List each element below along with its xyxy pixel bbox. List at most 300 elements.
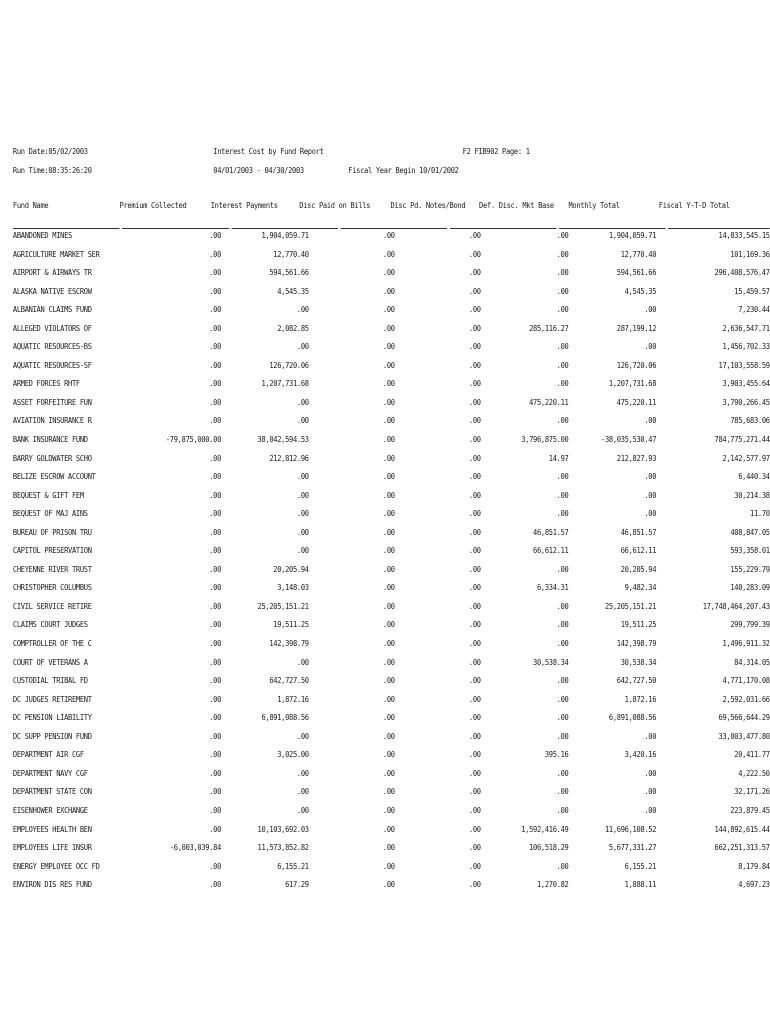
table-row bbox=[13, 378, 770, 397]
amount-cell: 299,799.39 bbox=[730, 619, 770, 630]
amount-cell: 6,334.31 bbox=[536, 582, 569, 593]
column-header: Fiscal Y-T-D Total bbox=[658, 200, 730, 210]
amount-cell: 475,220.11 bbox=[529, 396, 569, 407]
amount-cell: .00 bbox=[468, 860, 481, 871]
amount-cell: 66,612.11 bbox=[620, 545, 657, 556]
amount-cell: .00 bbox=[644, 341, 657, 352]
fund-name-cell: CIVIL SERVICE RETIRE bbox=[12, 600, 92, 611]
amount-cell: 11.70 bbox=[750, 508, 770, 519]
amount-cell: .00 bbox=[209, 693, 222, 704]
amount-cell: .00 bbox=[644, 508, 657, 519]
amount-cell: .00 bbox=[296, 304, 309, 315]
table-row bbox=[13, 564, 770, 583]
amount-cell: .00 bbox=[209, 267, 222, 278]
table-row bbox=[13, 341, 770, 360]
amount-cell: .00 bbox=[468, 526, 481, 537]
amount-cell: 1,592,416.49 bbox=[521, 823, 569, 834]
amount-cell: .00 bbox=[468, 879, 481, 890]
table-row bbox=[13, 545, 770, 564]
fund-name-cell: AIRPORT & AIRWAYS TR bbox=[12, 267, 92, 278]
amount-cell: 1,496,911.32 bbox=[722, 638, 770, 649]
amount-cell: .00 bbox=[209, 823, 222, 834]
amount-cell: 17,103,558.59 bbox=[718, 359, 770, 370]
table-row bbox=[13, 490, 770, 509]
amount-cell: .00 bbox=[556, 767, 569, 778]
fund-name-cell: BANK INSURANCE FUND bbox=[12, 434, 88, 445]
fund-name-cell: ALLEGED VIOLATORS OF bbox=[12, 322, 92, 333]
amount-cell: .00 bbox=[468, 730, 481, 741]
column-header: Disc Pd. Notes/Bond bbox=[390, 200, 466, 210]
amount-cell: 17,748,464,207.43 bbox=[702, 600, 770, 611]
fund-name-cell: CAPITOL PRESERVATION bbox=[12, 545, 92, 556]
table-row bbox=[13, 453, 770, 472]
amount-cell: .00 bbox=[296, 526, 309, 537]
amount-cell: 1,872.16 bbox=[624, 693, 657, 704]
amount-cell: .00 bbox=[209, 359, 222, 370]
amount-cell: 3,790,266.45 bbox=[722, 396, 770, 407]
amount-cell: .00 bbox=[296, 415, 309, 426]
amount-cell: 126,720.06 bbox=[616, 359, 657, 370]
amount-cell: .00 bbox=[382, 842, 395, 853]
amount-cell: .00 bbox=[468, 341, 481, 352]
amount-cell: .00 bbox=[468, 378, 481, 389]
amount-cell: .00 bbox=[209, 749, 222, 760]
amount-cell: .00 bbox=[468, 600, 481, 611]
fund-name-cell: AGRICULTURE MARKET SER bbox=[12, 248, 100, 259]
amount-cell: 3,148.03 bbox=[277, 582, 309, 593]
amount-cell: 142,398.79 bbox=[269, 638, 309, 649]
amount-cell: .00 bbox=[382, 526, 395, 537]
amount-cell: 106,518.29 bbox=[529, 842, 569, 853]
amount-cell: .00 bbox=[468, 675, 481, 686]
amount-cell: 30,214.38 bbox=[734, 489, 770, 500]
fund-name-cell: EMPLOYEES LIFE INSUR bbox=[12, 842, 92, 853]
amount-cell: .00 bbox=[468, 508, 481, 519]
amount-cell: .00 bbox=[209, 526, 222, 537]
table-row bbox=[13, 601, 770, 620]
amount-cell: 594,561.66 bbox=[616, 267, 657, 278]
amount-cell: .00 bbox=[209, 471, 222, 482]
amount-cell: .00 bbox=[382, 823, 395, 834]
amount-cell: .00 bbox=[468, 322, 481, 333]
amount-cell: 20,411.77 bbox=[734, 749, 770, 760]
fund-name-cell: ALASKA NATIVE ESCROW bbox=[12, 285, 92, 296]
amount-cell: 15,459.57 bbox=[734, 285, 770, 296]
amount-cell: .00 bbox=[209, 285, 222, 296]
amount-cell: .00 bbox=[296, 471, 309, 482]
amount-cell: .00 bbox=[468, 359, 481, 370]
fund-name-cell: BARRY GOLDWATER SCHO bbox=[12, 452, 92, 463]
amount-cell: .00 bbox=[209, 304, 222, 315]
amount-cell: .00 bbox=[296, 656, 309, 667]
amount-cell: .00 bbox=[556, 415, 569, 426]
amount-cell: 11,696,108.52 bbox=[604, 823, 657, 834]
amount-cell: 14,833,545.15 bbox=[718, 230, 770, 240]
amount-cell: .00 bbox=[556, 730, 569, 741]
amount-cell: .00 bbox=[382, 563, 395, 574]
table-row bbox=[13, 768, 770, 787]
amount-cell: .00 bbox=[382, 378, 395, 389]
amount-cell: .00 bbox=[644, 804, 657, 815]
table-row bbox=[13, 657, 770, 676]
amount-cell: .00 bbox=[382, 545, 395, 556]
fund-name-cell: DEPARTMENT STATE CON bbox=[12, 786, 92, 797]
amount-cell: .00 bbox=[209, 508, 222, 519]
amount-cell: 10,103,692.03 bbox=[257, 823, 309, 834]
amount-cell: 2,592,031.66 bbox=[722, 693, 770, 704]
amount-cell: .00 bbox=[296, 489, 309, 500]
amount-cell: 6,891,088.56 bbox=[608, 712, 657, 723]
amount-cell: .00 bbox=[382, 582, 395, 593]
amount-cell: 475,220.11 bbox=[616, 396, 657, 407]
amount-cell: 126,720.06 bbox=[269, 359, 309, 370]
fund-name-cell: BEQUEST OF MAJ AINS bbox=[12, 508, 88, 519]
amount-cell: 1,888.11 bbox=[624, 879, 657, 890]
amount-cell: .00 bbox=[209, 248, 222, 259]
amount-cell: .00 bbox=[382, 600, 395, 611]
amount-cell: .00 bbox=[296, 804, 309, 815]
fund-name-cell: DC JUDGES RETIREMENT bbox=[12, 693, 92, 704]
amount-cell: .00 bbox=[209, 712, 222, 723]
amount-cell: 287,199.12 bbox=[616, 322, 657, 333]
amount-cell: .00 bbox=[468, 415, 481, 426]
amount-cell: 140,283.09 bbox=[730, 582, 770, 593]
table-row bbox=[13, 304, 770, 323]
amount-cell: 1,904,059.71 bbox=[608, 230, 657, 240]
fund-name-cell: DC PENSION LIABILITY bbox=[12, 712, 92, 723]
column-header: Premium Collected bbox=[119, 200, 187, 210]
amount-cell: .00 bbox=[468, 638, 481, 649]
amount-cell: .00 bbox=[382, 415, 395, 426]
amount-cell: 594,561.66 bbox=[269, 267, 309, 278]
amount-cell: .00 bbox=[468, 823, 481, 834]
amount-cell: 3,796,875.00 bbox=[521, 434, 569, 445]
table-row bbox=[13, 527, 770, 546]
amount-cell: .00 bbox=[209, 879, 222, 890]
amount-cell: .00 bbox=[556, 471, 569, 482]
amount-cell: .00 bbox=[209, 619, 222, 630]
fund-name-cell: DEPARTMENT AIR CGF bbox=[12, 749, 84, 760]
amount-cell: .00 bbox=[382, 619, 395, 630]
fund-name-cell: CHRISTOPHER COLUMBUS bbox=[12, 582, 92, 593]
amount-cell: 642,727.50 bbox=[616, 675, 657, 686]
amount-cell: 1,904,059.71 bbox=[261, 230, 309, 240]
amount-cell: 4,697.23 bbox=[738, 879, 770, 890]
table-row bbox=[13, 675, 770, 694]
amount-cell: .00 bbox=[468, 396, 481, 407]
amount-cell: 6,155.21 bbox=[277, 860, 309, 871]
amount-cell: .00 bbox=[296, 730, 309, 741]
fund-name-cell: DEPARTMENT NAVY CGF bbox=[12, 767, 88, 778]
amount-cell: .00 bbox=[382, 434, 395, 445]
amount-cell: .00 bbox=[209, 489, 222, 500]
fund-name-cell: BEQUEST & GIFT FEM bbox=[12, 489, 84, 500]
amount-cell: 3,903,455.64 bbox=[722, 378, 770, 389]
table-row bbox=[13, 360, 770, 379]
amount-cell: .00 bbox=[556, 712, 569, 723]
amount-cell: 84,314.05 bbox=[734, 656, 770, 667]
fiscal-year-begin: Fiscal Year Begin 10/01/2002 bbox=[348, 165, 459, 175]
amount-cell: .00 bbox=[296, 508, 309, 519]
fund-name-cell: AQUATIC RESOURCES-SF bbox=[12, 359, 92, 370]
amount-cell: .00 bbox=[556, 563, 569, 574]
amount-cell: .00 bbox=[209, 804, 222, 815]
amount-cell: 6,440.34 bbox=[738, 471, 770, 482]
amount-cell: 296,408,576.47 bbox=[714, 267, 770, 278]
amount-cell: .00 bbox=[382, 341, 395, 352]
amount-cell: .00 bbox=[556, 341, 569, 352]
amount-cell: 32,171.26 bbox=[734, 786, 770, 797]
amount-cell: .00 bbox=[556, 508, 569, 519]
amount-cell: .00 bbox=[382, 489, 395, 500]
amount-cell: .00 bbox=[209, 452, 222, 463]
amount-cell: .00 bbox=[209, 675, 222, 686]
amount-cell: 14.97 bbox=[548, 452, 569, 463]
amount-cell: .00 bbox=[468, 452, 481, 463]
amount-cell: .00 bbox=[556, 860, 569, 871]
amount-cell: 785,683.06 bbox=[730, 415, 770, 426]
amount-cell: .00 bbox=[382, 396, 395, 407]
amount-cell: .00 bbox=[209, 600, 222, 611]
amount-cell: .00 bbox=[209, 396, 222, 407]
amount-cell: .00 bbox=[468, 693, 481, 704]
amount-cell: 25,205,151.21 bbox=[257, 600, 309, 611]
header-divider bbox=[13, 228, 770, 229]
amount-cell: 223,879.45 bbox=[730, 804, 770, 815]
amount-cell: 4,771,170.08 bbox=[722, 675, 770, 686]
amount-cell: .00 bbox=[468, 712, 481, 723]
table-row bbox=[13, 249, 770, 268]
table-row bbox=[13, 508, 770, 527]
fund-name-cell: CHEYENNE RIVER TRUST bbox=[12, 563, 92, 574]
amount-cell: 30,538.34 bbox=[620, 656, 657, 667]
amount-cell: .00 bbox=[296, 767, 309, 778]
amount-cell: .00 bbox=[556, 359, 569, 370]
amount-cell: .00 bbox=[556, 248, 569, 259]
fund-name-cell: EISENHOWER EXCHANGE bbox=[12, 804, 88, 815]
amount-cell: .00 bbox=[382, 693, 395, 704]
table-row bbox=[13, 749, 770, 768]
amount-cell: -79,875,000.00 bbox=[165, 434, 222, 445]
amount-cell: .00 bbox=[556, 619, 569, 630]
amount-cell: .00 bbox=[468, 582, 481, 593]
table-row bbox=[13, 786, 770, 805]
amount-cell: .00 bbox=[556, 285, 569, 296]
amount-cell: 46,851.57 bbox=[620, 526, 657, 537]
fund-name-cell: CLAIMS COURT JUDGES bbox=[12, 619, 88, 630]
amount-cell: .00 bbox=[296, 545, 309, 556]
table-row bbox=[13, 805, 770, 824]
fund-name-cell: AVIATION INSURANCE R bbox=[12, 415, 92, 426]
amount-cell: 662,251,313.57 bbox=[714, 842, 770, 853]
fund-name-cell: CUSTODIAL TRIBAL FD bbox=[12, 675, 88, 686]
column-header: Monthly Total bbox=[568, 200, 620, 210]
amount-cell: .00 bbox=[382, 267, 395, 278]
amount-cell: .00 bbox=[209, 786, 222, 797]
amount-cell: .00 bbox=[209, 415, 222, 426]
amount-cell: 69,566,644.29 bbox=[718, 712, 770, 723]
amount-cell: .00 bbox=[644, 730, 657, 741]
fund-name-cell: BELIZE ESCROW ACCOUNT bbox=[12, 471, 96, 482]
amount-cell: .00 bbox=[468, 489, 481, 500]
fund-name-cell: ABANDONED MINES bbox=[12, 230, 72, 240]
amount-cell: 642,727.50 bbox=[269, 675, 309, 686]
table-row bbox=[13, 323, 770, 342]
date-range: 04/01/2003 - 04/30/2003 bbox=[213, 165, 304, 175]
amount-cell: 5,677,331.27 bbox=[608, 842, 657, 853]
amount-cell: .00 bbox=[644, 304, 657, 315]
amount-cell: .00 bbox=[556, 638, 569, 649]
amount-cell: .00 bbox=[382, 638, 395, 649]
amount-cell: 593,358.01 bbox=[730, 545, 770, 556]
amount-cell: .00 bbox=[468, 749, 481, 760]
amount-cell: .00 bbox=[468, 563, 481, 574]
amount-cell: .00 bbox=[644, 786, 657, 797]
column-header: Fund Name bbox=[12, 200, 49, 210]
amount-cell: .00 bbox=[209, 545, 222, 556]
amount-cell: 1,872.16 bbox=[277, 693, 309, 704]
amount-cell: 395.16 bbox=[544, 749, 569, 760]
fund-name-cell: DC SUPP PENSION FUND bbox=[12, 730, 92, 741]
amount-cell: .00 bbox=[556, 675, 569, 686]
amount-cell: .00 bbox=[209, 563, 222, 574]
amount-cell: .00 bbox=[468, 767, 481, 778]
amount-cell: 11,573,852.82 bbox=[257, 842, 309, 853]
fund-name-cell: ALBANIAN CLAIMS FUND bbox=[12, 304, 92, 315]
amount-cell: .00 bbox=[556, 304, 569, 315]
amount-cell: 4,545.35 bbox=[624, 285, 657, 296]
amount-cell: .00 bbox=[468, 248, 481, 259]
amount-cell: .00 bbox=[382, 230, 395, 240]
amount-cell: .00 bbox=[468, 285, 481, 296]
amount-cell: 6,155.21 bbox=[624, 860, 657, 871]
table-row bbox=[13, 582, 770, 601]
amount-cell: 20,205.94 bbox=[273, 563, 309, 574]
amount-cell: .00 bbox=[468, 804, 481, 815]
amount-cell: 9,482.34 bbox=[624, 582, 657, 593]
fund-name-cell: COMPTROLLER OF THE C bbox=[12, 638, 92, 649]
amount-cell: .00 bbox=[556, 600, 569, 611]
fund-name-cell: BUREAU OF PRISON TRU bbox=[12, 526, 92, 537]
amount-cell: 7,230.44 bbox=[738, 304, 770, 315]
amount-cell: 2,082.85 bbox=[277, 322, 309, 333]
amount-cell: 144,892,615.44 bbox=[714, 823, 770, 834]
amount-cell: 8,179.84 bbox=[738, 860, 770, 871]
amount-cell: 1,456,702.33 bbox=[722, 341, 770, 352]
amount-cell: .00 bbox=[644, 415, 657, 426]
amount-cell: 212,827.93 bbox=[616, 452, 657, 463]
amount-cell: .00 bbox=[382, 675, 395, 686]
amount-cell: .00 bbox=[468, 842, 481, 853]
amount-cell: 12,770.40 bbox=[620, 248, 657, 259]
amount-cell: .00 bbox=[382, 860, 395, 871]
table-body bbox=[13, 230, 770, 898]
amount-cell: .00 bbox=[209, 860, 222, 871]
amount-cell: 617.29 bbox=[285, 879, 309, 890]
fund-name-cell: COURT OF VETERANS A bbox=[12, 656, 88, 667]
amount-cell: .00 bbox=[382, 359, 395, 370]
fund-name-cell: EMPLOYEES HEALTH BEN bbox=[12, 823, 92, 834]
amount-cell: 1,270.82 bbox=[536, 879, 569, 890]
amount-cell: 408,847.05 bbox=[730, 526, 770, 537]
amount-cell: .00 bbox=[209, 230, 222, 240]
amount-cell: .00 bbox=[382, 767, 395, 778]
amount-cell: -38,035,530.47 bbox=[601, 434, 657, 445]
table-row bbox=[13, 861, 770, 880]
fund-name-cell: ENVIRON DIS RES FUND bbox=[12, 879, 92, 890]
amount-cell: .00 bbox=[296, 396, 309, 407]
program-page: F2 FIB902 Page: 1 bbox=[462, 146, 530, 156]
amount-cell: 101,169.36 bbox=[730, 248, 770, 259]
amount-cell: .00 bbox=[209, 378, 222, 389]
amount-cell: .00 bbox=[468, 786, 481, 797]
amount-cell: 212,812.96 bbox=[269, 452, 309, 463]
amount-cell: .00 bbox=[382, 712, 395, 723]
amount-cell: 784,775,271.44 bbox=[714, 434, 770, 445]
amount-cell: .00 bbox=[644, 489, 657, 500]
report-title: Interest Cost by Fund Report bbox=[213, 146, 324, 156]
amount-cell: .00 bbox=[468, 304, 481, 315]
amount-cell: .00 bbox=[209, 656, 222, 667]
table-row bbox=[13, 230, 770, 249]
amount-cell: 25,205,151.21 bbox=[604, 600, 657, 611]
table-row bbox=[13, 267, 770, 286]
amount-cell: .00 bbox=[382, 322, 395, 333]
amount-cell: .00 bbox=[382, 804, 395, 815]
amount-cell: 4,545.35 bbox=[277, 285, 309, 296]
amount-cell: 155,229.79 bbox=[730, 563, 770, 574]
amount-cell: .00 bbox=[209, 341, 222, 352]
table-row bbox=[13, 619, 770, 638]
amount-cell: 66,612.11 bbox=[533, 545, 569, 556]
amount-cell: 33,003,477.80 bbox=[718, 730, 770, 741]
amount-cell: .00 bbox=[382, 285, 395, 296]
amount-cell: .00 bbox=[382, 656, 395, 667]
amount-cell: .00 bbox=[382, 749, 395, 760]
table-row bbox=[13, 712, 770, 731]
amount-cell: .00 bbox=[209, 322, 222, 333]
amount-cell: 20,205.94 bbox=[620, 563, 657, 574]
table-row bbox=[13, 731, 770, 750]
amount-cell: 19,511.25 bbox=[273, 619, 309, 630]
table-row bbox=[13, 879, 770, 898]
amount-cell: .00 bbox=[209, 638, 222, 649]
table-row bbox=[13, 434, 770, 453]
amount-cell: .00 bbox=[382, 452, 395, 463]
amount-cell: .00 bbox=[556, 786, 569, 797]
amount-cell: .00 bbox=[296, 341, 309, 352]
column-header: Disc Paid on Bills bbox=[299, 200, 371, 210]
amount-cell: .00 bbox=[468, 230, 481, 240]
amount-cell: 3,025.00 bbox=[277, 749, 309, 760]
amount-cell: .00 bbox=[382, 248, 395, 259]
table-row bbox=[13, 286, 770, 305]
amount-cell: -6,003,039.84 bbox=[169, 842, 222, 853]
amount-cell: .00 bbox=[468, 619, 481, 630]
amount-cell: .00 bbox=[382, 730, 395, 741]
interest-cost-table bbox=[13, 200, 770, 898]
table-row bbox=[13, 415, 770, 434]
amount-cell: 19,511.25 bbox=[620, 619, 657, 630]
amount-cell: 285,116.27 bbox=[529, 322, 569, 333]
amount-cell: 3,420.16 bbox=[624, 749, 657, 760]
amount-cell: 2,142,577.97 bbox=[722, 452, 770, 463]
amount-cell: .00 bbox=[382, 786, 395, 797]
amount-cell: .00 bbox=[556, 693, 569, 704]
table-row bbox=[13, 471, 770, 490]
amount-cell: .00 bbox=[556, 230, 569, 240]
amount-cell: 1,207,731.68 bbox=[608, 378, 657, 389]
